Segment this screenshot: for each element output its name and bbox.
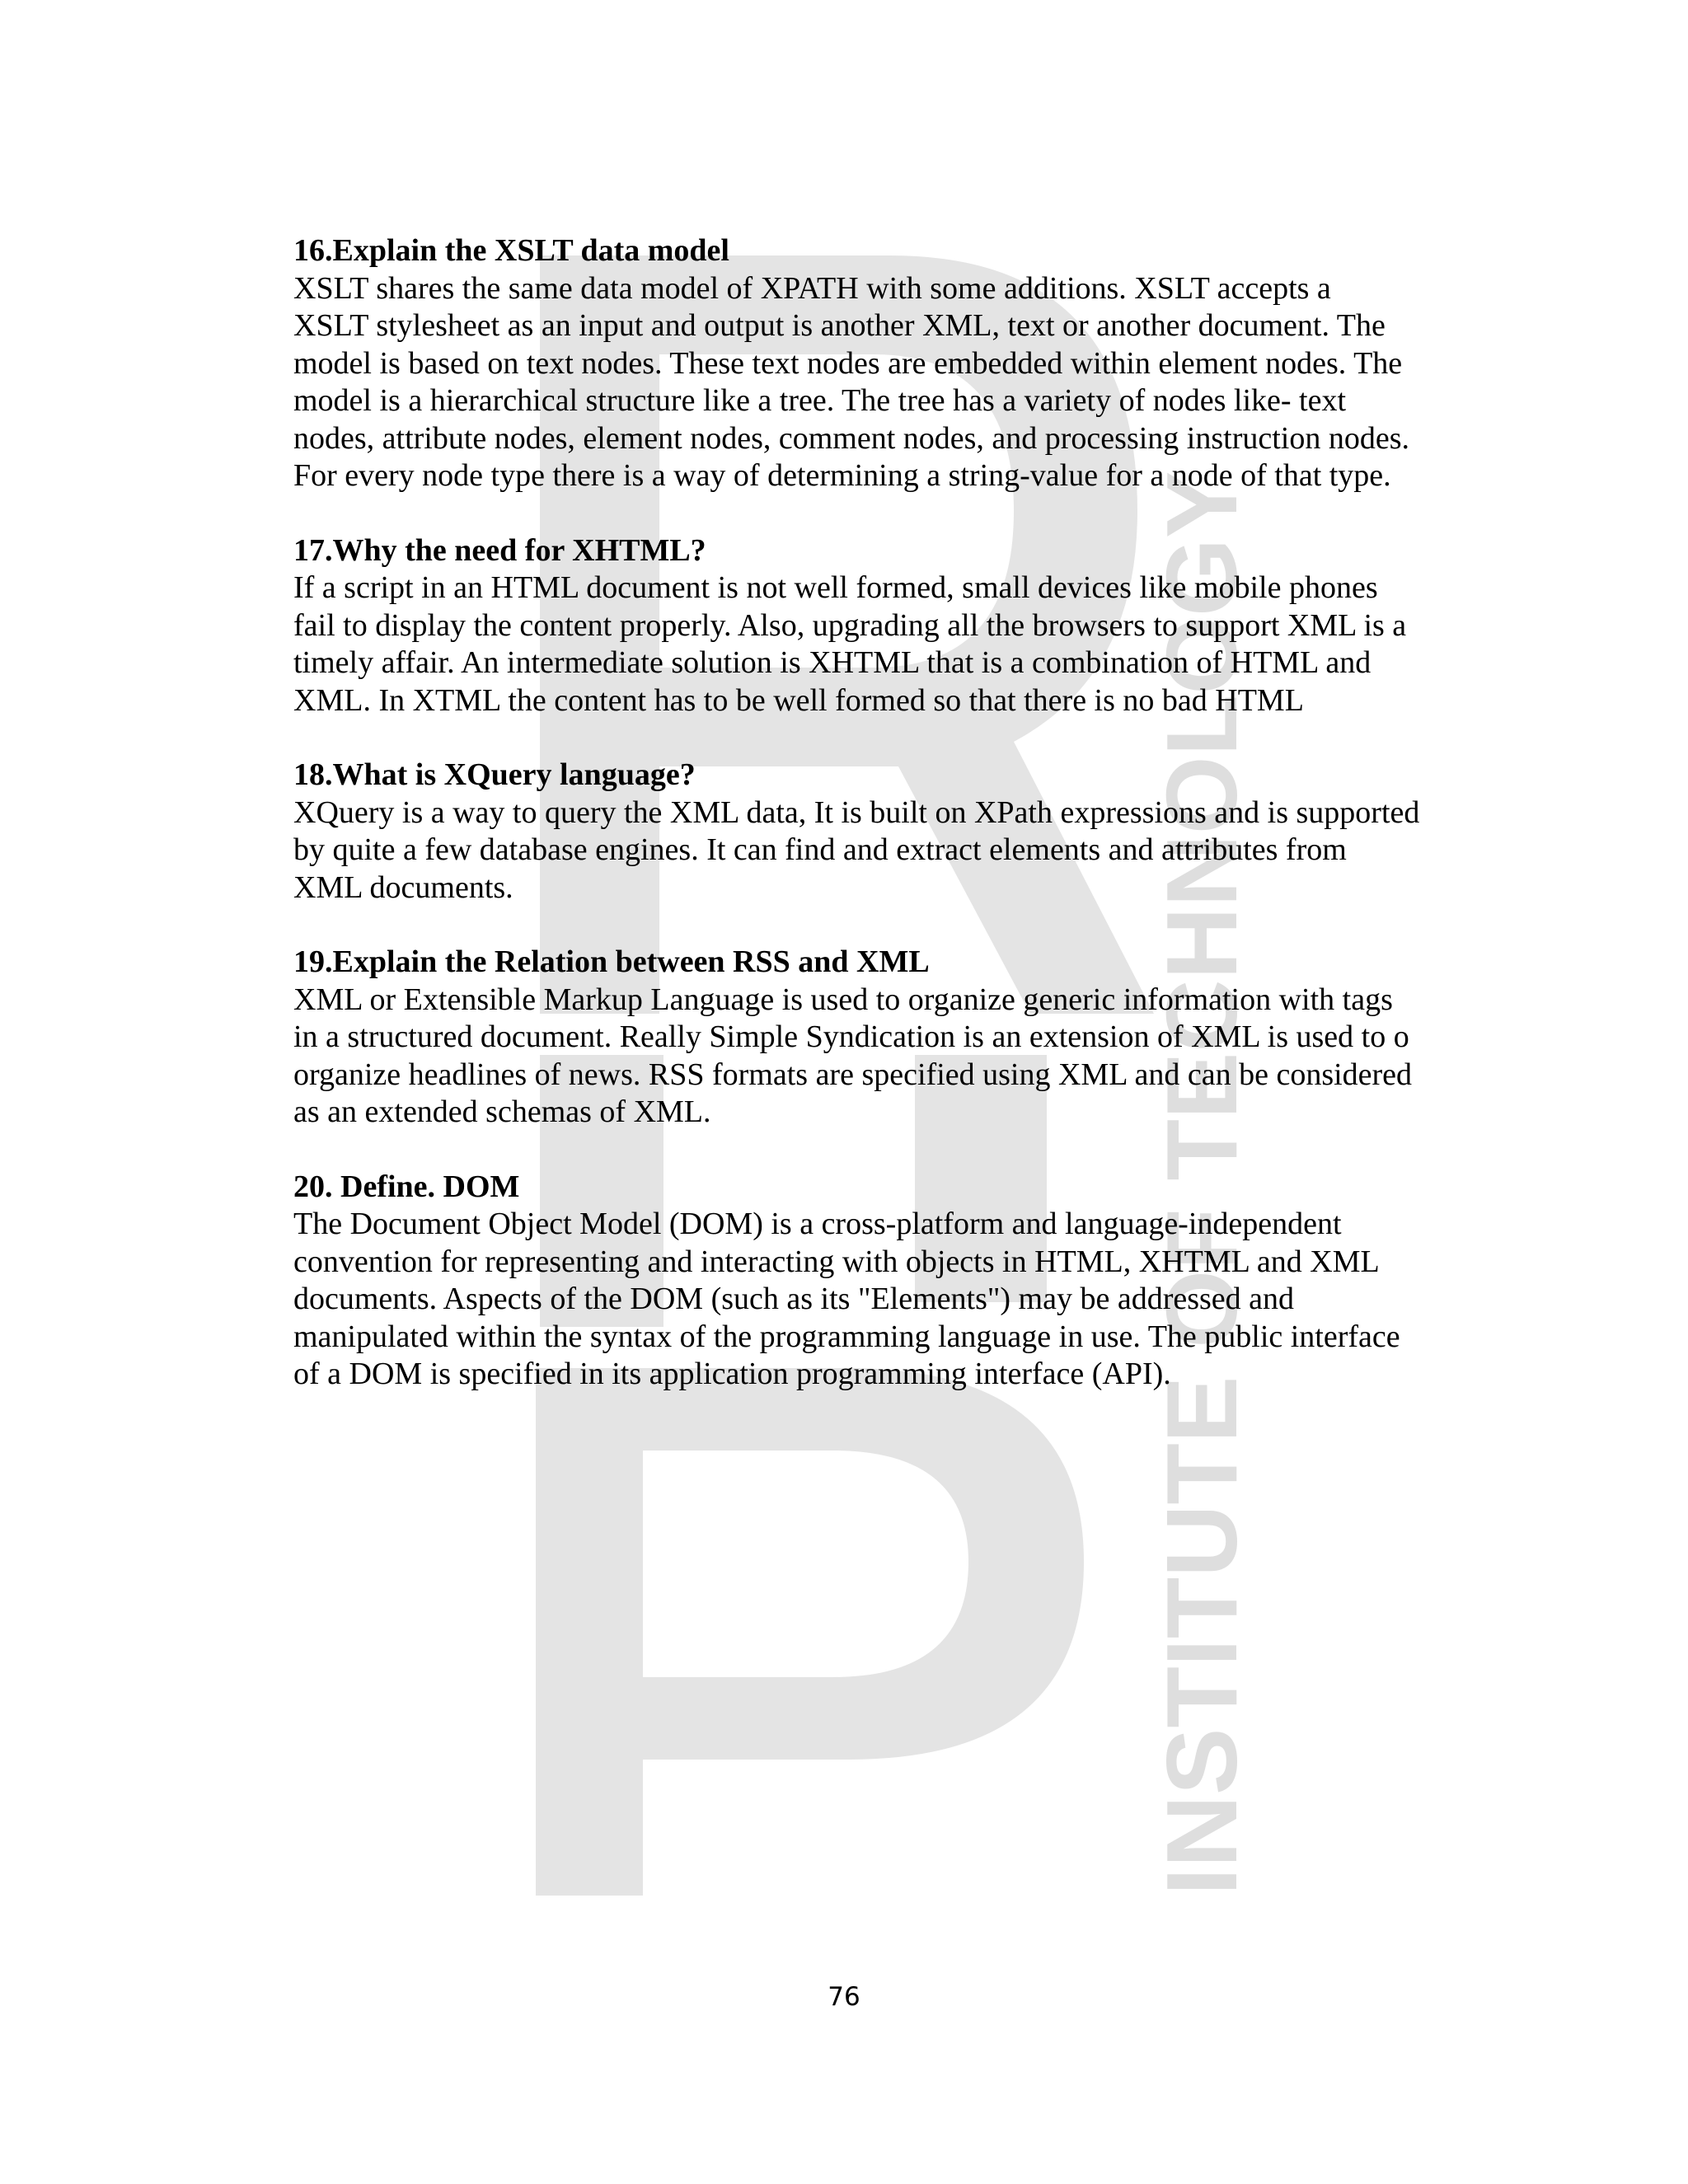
answer-line: If a script in an HTML document is not well formed, small devices like mobile phones (293, 570, 1378, 605)
answer-line: manipulated within the syntax of the programming language in use. The public interface (293, 1319, 1400, 1354)
question-heading: 19.Explain the Relation between RSS and XML (293, 944, 930, 979)
answer-line: model is based on text nodes. These text nodes are embedded within element nodes. The (293, 345, 1403, 381)
answer-line: as an extended schemas of XML. (293, 1094, 711, 1129)
question-heading: 17.Why the need for XHTML? (293, 532, 706, 568)
answer-line: nodes, attribute nodes, element nodes, comment nodes, and processing instruction nodes. (293, 420, 1409, 456)
answer-line: XSLT stylesheet as an input and output is another XML, text or another document. The (293, 308, 1386, 343)
answer-line: XML documents. (293, 869, 513, 905)
answer-line: by quite a few database engines. It can find and extract elements and attributes from (293, 832, 1347, 867)
answer-line: model is a hierarchical structure like a tree. The tree has a variety of nodes like- text (293, 383, 1347, 418)
answer-line: organize headlines of news. RSS formats are specified using XML and can be considered (293, 1057, 1413, 1092)
question-heading: 20. Define. DOM (293, 1169, 520, 1204)
answer-line: convention for representing and interacting with objects in HTML, XHTML and XML (293, 1244, 1380, 1279)
qa-section-18 (293, 757, 1480, 907)
answer-line: XML or Extensible Markup Language is used to organize generic information with tags (293, 982, 1393, 1017)
answer-line: The Document Object Model (DOM) is a cross-platform and language-independent (293, 1207, 1342, 1241)
answer-line: XML. In XTML the content has to be well formed so that there is no bad HTML (293, 682, 1304, 718)
answer-line: XSLT shares the same data model of XPATH with some additions. XSLT accepts a (293, 270, 1331, 306)
page-number: 76 (828, 1982, 860, 2012)
answer-line: of a DOM is specified in its application programming interface (API). (293, 1357, 1171, 1391)
answer-line: timely affair. An intermediate solution is XHTML that is a combination of HTML and (293, 645, 1372, 680)
watermark-text: INSTITUTE OF TECHNOLOGY (1146, 471, 1258, 1896)
answer-line: XQuery is a way to query the XML data, It is built on XPath expressions and is supported (293, 794, 1420, 830)
qa-section-16 (293, 232, 1480, 495)
answer-line: in a structured document. Really Simple Syndication is an extension of XML is used to o (293, 1019, 1409, 1054)
question-heading: 16.Explain the XSLT data model (293, 233, 729, 268)
answer-line: For every node type there is a way of determining a string-value for a node of that type. (293, 458, 1391, 493)
document-body (293, 232, 1480, 1431)
answer-line: documents. Aspects of the DOM (such as its "Elements") may be addressed and (293, 1282, 1295, 1316)
qa-section-20 (293, 1169, 1480, 1394)
question-heading: 18.What is XQuery language? (293, 757, 696, 792)
answer-line: fail to display the content properly. Also, upgrading all the browsers to support XML is a (293, 607, 1407, 643)
qa-section-17 (293, 532, 1480, 720)
qa-section-19 (293, 944, 1480, 1132)
